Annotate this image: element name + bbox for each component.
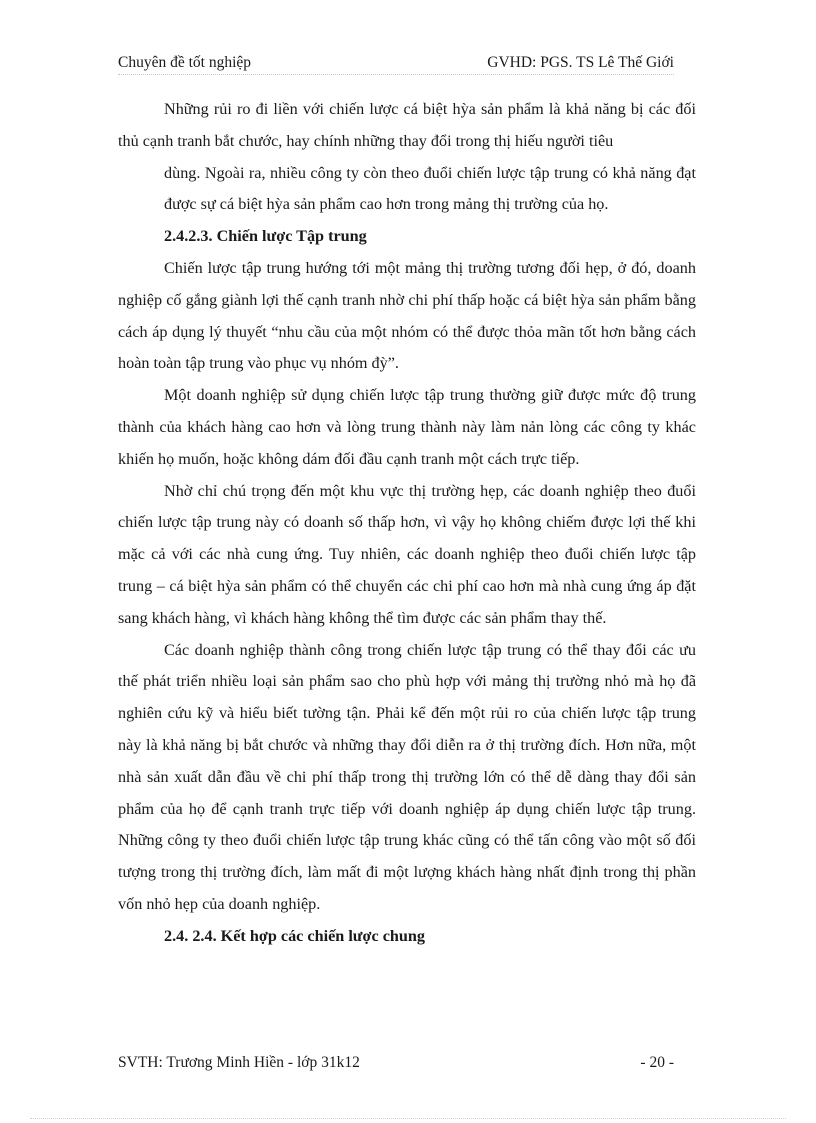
page-number: - 20 - <box>640 1054 674 1071</box>
paragraph: dùng. Ngoài ra, nhiều công ty còn theo đuổi chiến lược tập trung có khả năng đạt được sự cá biệt hỳa sản phẩm cao hơn trong mảng thị trường của họ. <box>164 163 696 214</box>
paragraph: Những rủi ro đi liền với chiến lược cá biệt hỳa sản phẩm là khả năng bị các đối thủ cạnh tranh bắt chước, hay chính những thay đổi trong thị hiếu người tiêu <box>118 100 696 150</box>
section-heading: 2.4.2.3. Chiến lược Tập trung <box>164 227 367 246</box>
footer-author: SVTH: Trương Minh Hiền - lớp 31k12 <box>118 1054 360 1071</box>
document-body <box>118 94 696 953</box>
header-title: Chuyên đề tốt nghiệp <box>118 54 252 71</box>
header-divider <box>118 74 674 75</box>
page-header <box>118 52 674 74</box>
header-advisor: GVHD: PGS. TS Lê Thế Giới <box>487 54 674 71</box>
paragraph: Các doanh nghiệp thành công trong chiến lược tập trung có thể thay đổi các ưu thế phát triển nhiều loại sản phẩm sao cho phù hợp với mảng thị trường nhỏ mà họ đã nghiên cứu kỹ và hiểu biết tường tận. Phải kể đến một rủi ro của chiến lược tập trung này là khả năng bị bắt chước và những thay đổi diễn ra ở thị trường đích. Hơn nữa, một nhà sản xuất dẫn đầu về chi phí thấp trong thị trường lớn có thể dễ dàng thay đổi sản phẩm của họ để cạnh tranh trực tiếp với doanh nghiệp áp dụng chiến lược tập trung. Những công ty theo đuổi chiến lược tập trung khác cũng có thể tấn công vào một số đối tượng trong thị trường đích, làm mất đi một lượng khách hàng nhất định trong thị phần vốn nhỏ hẹp của doanh nghiệp. <box>118 640 696 913</box>
section-heading: 2.4. 2.4. Kết hợp các chiến lược chung <box>164 926 426 945</box>
paragraph: Một doanh nghiệp sử dụng chiến lược tập trung thường giữ được mức độ trung thành của khách hàng cao hơn và lòng trung thành này làm nản lòng các công ty khác khiến họ muốn, hoặc không dám đối đầu cạnh tranh một cách trực tiếp. <box>118 386 696 468</box>
page-footer <box>118 1052 674 1074</box>
page-bottom-edge <box>30 1118 786 1119</box>
paragraph: Chiến lược tập trung hướng tới một mảng thị trường tương đối hẹp, ở đó, doanh nghiệp cố gắng giành lợi thế cạnh tranh nhờ chi phí thấp hoặc cá biệt hỳa sản phẩm bằng cách áp dụng lý thuyết “nhu cầu của một nhóm có thể được thỏa mãn tốt hơn bằng cách hoàn toàn tập trung vào phục vụ nhóm đỳ”. <box>118 258 696 373</box>
paragraph: Nhờ chỉ chú trọng đến một khu vực thị trường hẹp, các doanh nghiệp theo đuổi chiến lược tập trung này có doanh số thấp hơn, vì vậy họ không chiếm được lợi thế khi mặc cả với các nhà cung ứng. Tuy nhiên, các doanh nghiệp theo đuổi chiến lược tập trung – cá biệt hỳa sản phẩm có thể chuyển các chi phí cao hơn mà nhà cung ứng áp đặt sang khách hàng, vì khách hàng không thể tìm được các sản phẩm thay thế. <box>118 481 696 627</box>
